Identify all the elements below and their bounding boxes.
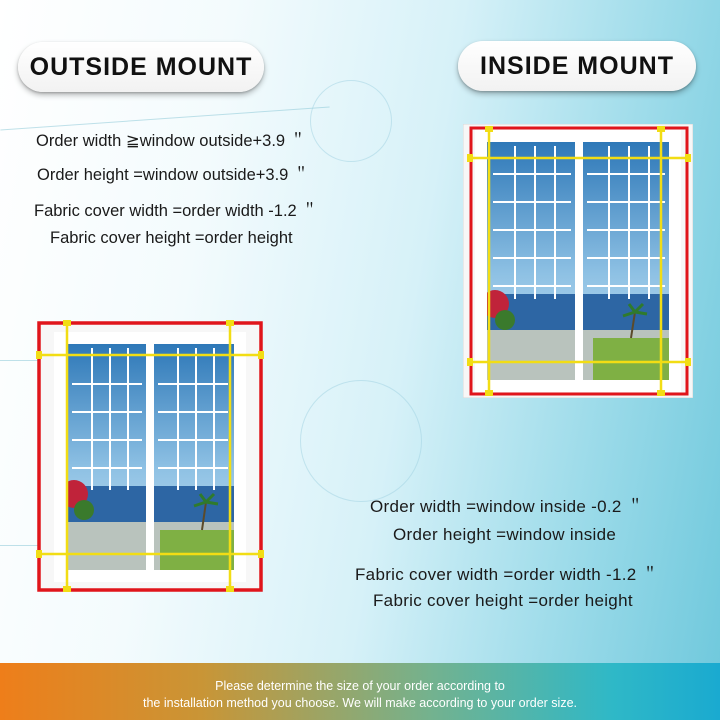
background-arc [310, 80, 392, 162]
inside-spec-fabric-width: Fabric cover width =order width -1.2 ＂ [355, 565, 659, 584]
footer-banner [0, 663, 720, 720]
outside-spec-fabric-height: Fabric cover height =order height [50, 229, 293, 247]
inside-spec-order-width: Order width =window inside -0.2 ＂ [370, 497, 644, 516]
footer-note-line-2: the installation method you choose. We will make according to your order size. [142, 696, 577, 710]
inside-window-svg [463, 124, 693, 398]
outside-mount-title: OUTSIDE MOUNT [18, 42, 264, 92]
background-arc [300, 380, 422, 502]
inside-spec-fabric-height: Fabric cover height =order height [373, 591, 633, 610]
footer-note-line-1: Please determine the size of your order according to [215, 679, 505, 693]
inside-mount-window-illustration [463, 124, 693, 398]
outside-mount-window-illustration [30, 318, 267, 593]
inside-spec-order-height: Order height =window inside [393, 525, 617, 544]
inside-mount-title: INSIDE MOUNT [458, 41, 696, 91]
outside-window-svg [30, 318, 267, 593]
outside-spec-fabric-width: Fabric cover width =order width -1.2 ＂ [34, 202, 318, 220]
outside-spec-order-height: Order height =window outside+3.9 ＂ [37, 166, 310, 184]
outside-spec-order-width: Order width ≧window outside+3.9 ＂ [36, 132, 307, 150]
